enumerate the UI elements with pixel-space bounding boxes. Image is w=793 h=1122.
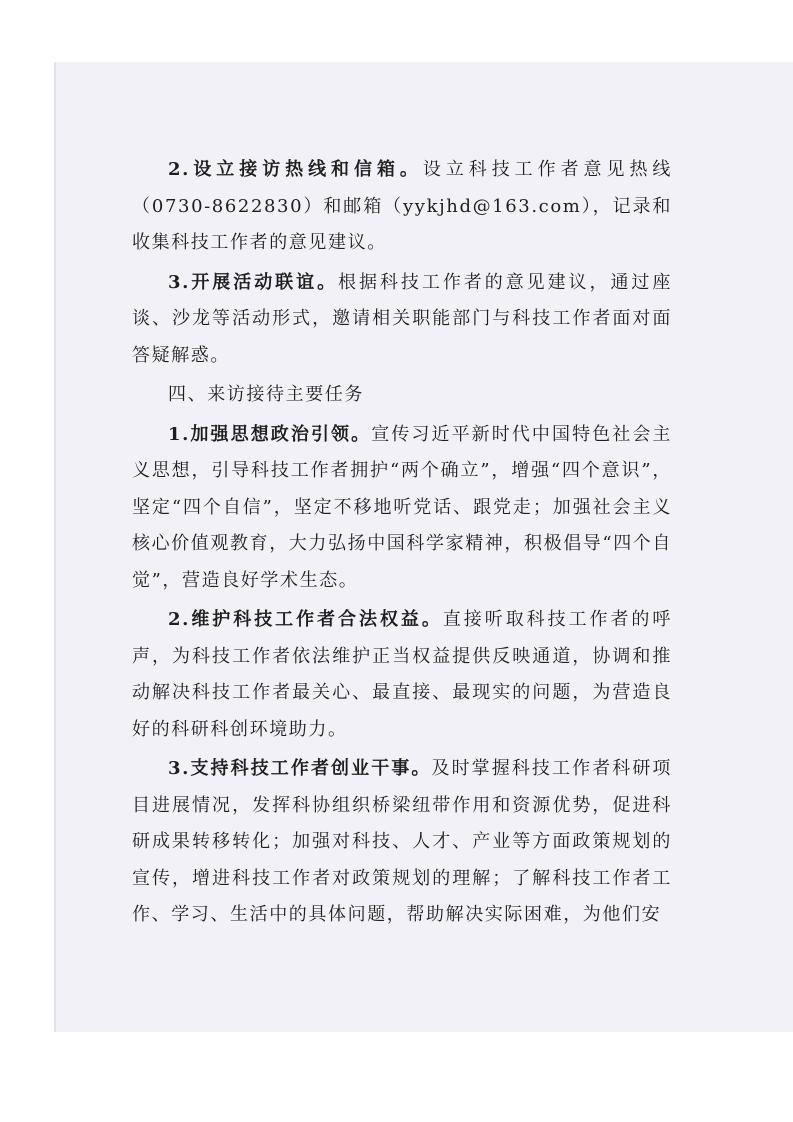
paragraph-lead: 2.维护科技工作者合法权益。 [168,609,443,630]
section-heading: 四、来访接待主要任务 [168,384,364,405]
paragraph-ideology [132,417,672,600]
paragraph-hotline [132,152,672,262]
paragraph-lead: 3.开展活动联谊。 [168,271,339,293]
paragraph-lead: 1.加强思想政治引领。 [168,423,372,445]
document-body [132,152,672,937]
paragraph-text: 宣传习近平新时代中国特色社会主义思想，引导科技工作者拥护“两个确立”，增强“四个意识”，坚定“四个自信”，坚定不移地听党话、跟党走；加强社会主义核心价值观教育，大力弘扬中国科学家精神，积极倡导“四个自觉”，营造良好学术生态。 [132,423,673,591]
paragraph-text: 设立科技工作者意见热线（0730-8622830）和邮箱（yykjhd@163.com），记录和收集科技工作者的意见建议。 [132,159,672,253]
paragraph-lead: 3.支持科技工作者创业干事。 [168,758,432,779]
paragraph-lead: 2.设立接访热线和信箱。 [168,159,423,180]
paragraph-text: 直接听取科技工作者的呼声，为科技工作者依法维护正当权益提供反映通道，协调和推动解决科技工作者最关心、最直接、最现实的问题，为营造良好的科研科创环境助力。 [132,609,672,740]
page-edge [54,62,56,1032]
paragraph-support [132,751,672,934]
paragraph-text: 及时掌握科技工作者科研项目进展情况，发挥科协组织桥梁纽带作用和资源优势，促进科研成果转移转化；加强对科技、人才、产业等方面政策规划的宣传，增进科技工作者对政策规划的理解；了解科技工作者工作、学习、生活中的具体问题，帮助解决实际困难，为他们安 [132,758,672,925]
paragraph-rights [132,602,672,748]
paragraph-text: 根据科技工作者的意见建议，通过座谈、沙龙等活动形式，邀请相关职能部门与科技工作者面对面答疑解惑。 [132,271,672,366]
paragraph-activities [132,265,672,375]
